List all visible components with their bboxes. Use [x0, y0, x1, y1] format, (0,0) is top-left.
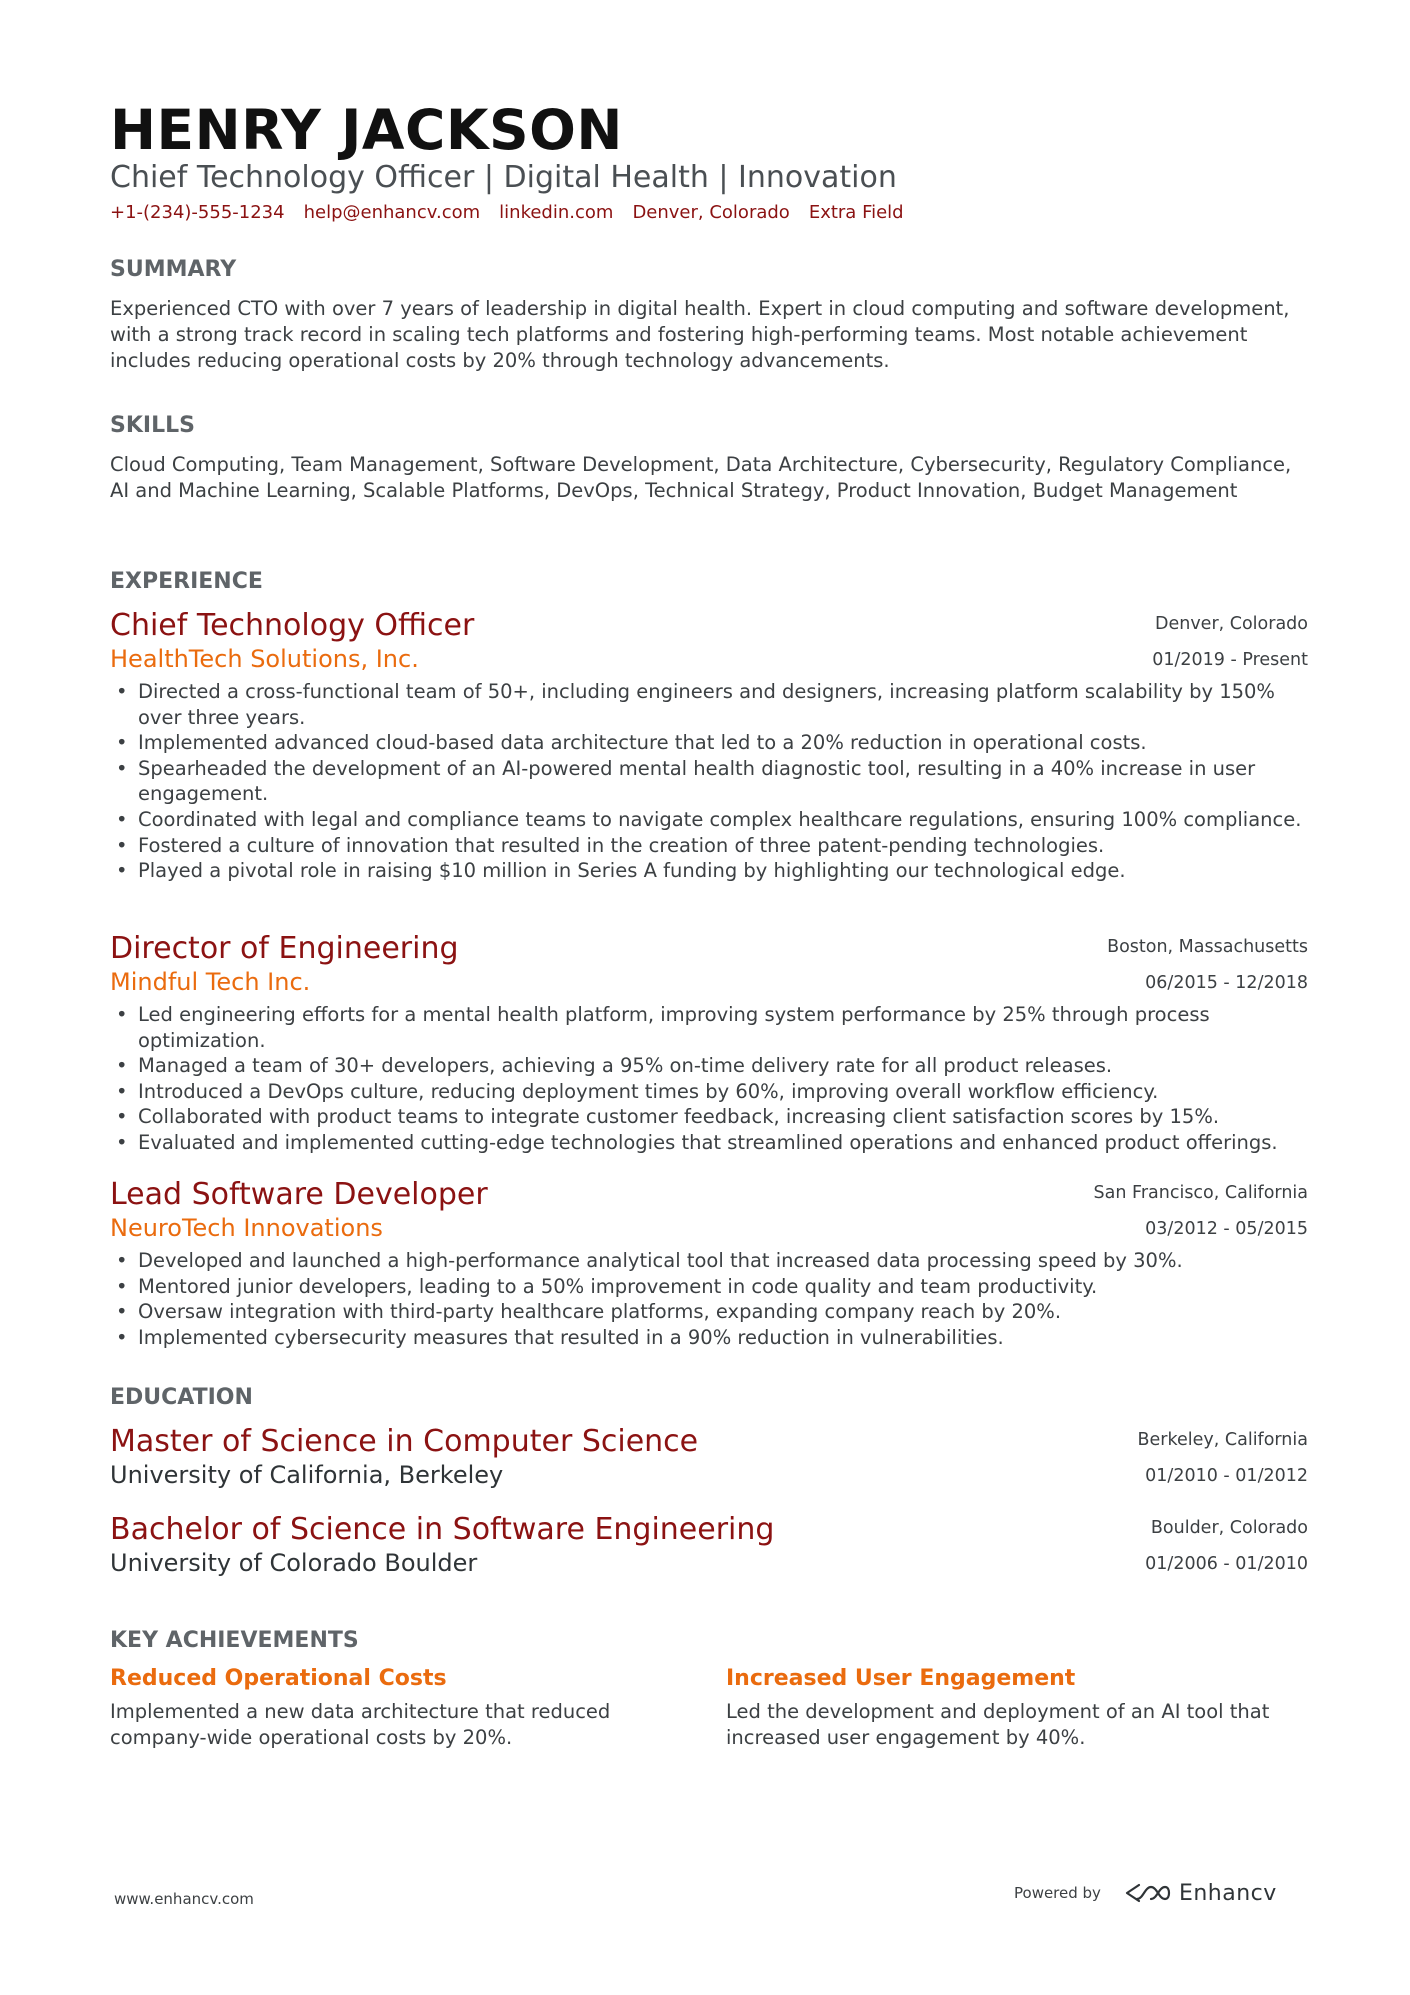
- job-bullets: [110, 679, 1308, 884]
- job-bullet: • Introduced a DevOps culture, reducing deployment times by 60%, improving overall workflow efficiency.: [110, 1079, 1308, 1105]
- achievement-description: Implemented a new data architecture that reduced company-wide operational costs by 20%.: [110, 1700, 611, 1749]
- contact-bar: [110, 202, 904, 223]
- job-bullet: • Coordinated with legal and compliance teams to navigate complex healthcare regulations, ensuring 100% compliance.: [110, 807, 1308, 833]
- achievement-title: Reduced Operational Costs: [110, 1666, 447, 1691]
- summary-text: Experienced CTO with over 7 years of leadership in digital health. Expert in cloud computing and software development, with a strong track record in scaling tech platforms and fostering high-performing teams. Most notable achievement includes reducing operational costs by 20% through technology advancements.: [110, 297, 1290, 372]
- job-bullets: [110, 1002, 1308, 1156]
- skills-heading: SKILLS: [110, 413, 195, 438]
- job-location: San Francisco, California: [1093, 1183, 1308, 1203]
- contact-extra-field: Extra Field: [808, 202, 904, 223]
- experience-heading: EXPERIENCE: [110, 569, 263, 594]
- contact-location: Denver, Colorado: [632, 202, 790, 223]
- education-degree: Bachelor of Science in Software Engineering: [110, 1512, 775, 1547]
- job-bullet: • Managed a team of 30+ developers, achieving a 95% on-time delivery rate for all product releases.: [110, 1053, 1308, 1079]
- education-heading: EDUCATION: [110, 1385, 253, 1410]
- candidate-title: Chief Technology Officer | Digital Health | Innovation: [110, 160, 897, 195]
- footer-website[interactable]: www.enhancv.com: [114, 1890, 254, 1908]
- job-bullet: • Led engineering efforts for a mental health platform, improving system performance by 25% through process optimization.: [110, 1002, 1308, 1053]
- achievement-item: [110, 1666, 670, 1750]
- contact-phone[interactable]: +1-(234)-555-1234: [110, 202, 285, 223]
- job-bullet: • Spearheaded the development of an AI-powered mental health diagnostic tool, resulting in a 40% increase in user engagement.: [110, 756, 1308, 807]
- job-role: Chief Technology Officer: [110, 608, 475, 643]
- experience-entry: [110, 931, 1308, 1156]
- job-bullet: • Fostered a culture of innovation that resulted in the creation of three patent-pending technologies.: [110, 833, 1308, 859]
- job-company: Mindful Tech Inc.: [110, 968, 311, 996]
- footer-branding: [1014, 1880, 1277, 1906]
- experience-entry: [110, 608, 1308, 884]
- skills-text: Cloud Computing, Team Management, Software Development, Data Architecture, Cybersecurity, Regulatory Compliance, AI and Machine Learning, Scalable Platforms, DevOps, Technical Strategy, Product Innovation, Budget Management: [110, 453, 1292, 502]
- education-school: University of Colorado Boulder: [110, 1549, 478, 1577]
- job-bullets: [110, 1248, 1308, 1350]
- achievements-heading: KEY ACHIEVEMENTS: [110, 1628, 359, 1653]
- powered-by-label: Powered by: [1014, 1884, 1101, 1902]
- job-bullet: • Evaluated and implemented cutting-edge technologies that streamlined operations and enhanced product offerings.: [110, 1130, 1308, 1156]
- education-dates: 01/2006 - 01/2010: [1145, 1554, 1308, 1574]
- job-role: Director of Engineering: [110, 931, 459, 966]
- job-bullet: • Mentored junior developers, leading to a 50% improvement in code quality and team productivity.: [110, 1274, 1308, 1300]
- enhancv-logo-icon: [1123, 1880, 1171, 1906]
- education-location: Boulder, Colorado: [1150, 1518, 1308, 1538]
- enhancv-logo-text: Enhancv: [1178, 1880, 1277, 1906]
- job-bullet: • Implemented advanced cloud-based data architecture that led to a 20% reduction in operational costs.: [110, 730, 1308, 756]
- achievement-title: Increased User Engagement: [726, 1666, 1076, 1691]
- education-dates: 01/2010 - 01/2012: [1145, 1466, 1308, 1486]
- achievement-description: Led the development and deployment of an AI tool that increased user engagement by 40%.: [726, 1700, 1270, 1749]
- job-bullet: • Oversaw integration with third-party healthcare platforms, expanding company reach by 20%.: [110, 1299, 1308, 1325]
- experience-entry: [110, 1177, 1308, 1350]
- summary-heading: SUMMARY: [110, 257, 237, 282]
- education-school: University of California, Berkeley: [110, 1461, 504, 1489]
- job-bullet: • Played a pivotal role in raising $10 million in Series A funding by highlighting our technological edge.: [110, 858, 1308, 884]
- job-location: Boston, Massachusetts: [1107, 937, 1308, 957]
- education-location: Berkeley, California: [1137, 1430, 1308, 1450]
- job-bullet: • Directed a cross-functional team of 50+, including engineers and designers, increasing platform scalability by 150% over three years.: [110, 679, 1308, 730]
- contact-linkedin[interactable]: linkedin.com: [499, 202, 614, 223]
- candidate-name: HENRY JACKSON: [110, 98, 623, 162]
- education-entry: [110, 1512, 1308, 1577]
- job-dates: 06/2015 - 12/2018: [1145, 973, 1308, 993]
- job-role: Lead Software Developer: [110, 1177, 488, 1212]
- job-company: NeuroTech Innovations: [110, 1214, 383, 1242]
- job-dates: 01/2019 - Present: [1152, 650, 1308, 670]
- job-bullet: • Developed and launched a high-performance analytical tool that increased data processing speed by 30%.: [110, 1248, 1308, 1274]
- job-location: Denver, Colorado: [1154, 614, 1308, 634]
- education-entry: [110, 1424, 1308, 1489]
- contact-email[interactable]: help@enhancv.com: [303, 202, 481, 223]
- job-bullet: • Collaborated with product teams to integrate customer feedback, increasing client satisfaction scores by 15%.: [110, 1104, 1308, 1130]
- job-bullet: • Implemented cybersecurity measures that resulted in a 90% reduction in vulnerabilities.: [110, 1325, 1308, 1351]
- enhancv-logo[interactable]: [1123, 1880, 1277, 1906]
- job-dates: 03/2012 - 05/2015: [1145, 1219, 1308, 1239]
- job-company: HealthTech Solutions, Inc.: [110, 645, 419, 673]
- achievement-item: [726, 1666, 1286, 1750]
- education-degree: Master of Science in Computer Science: [110, 1424, 699, 1459]
